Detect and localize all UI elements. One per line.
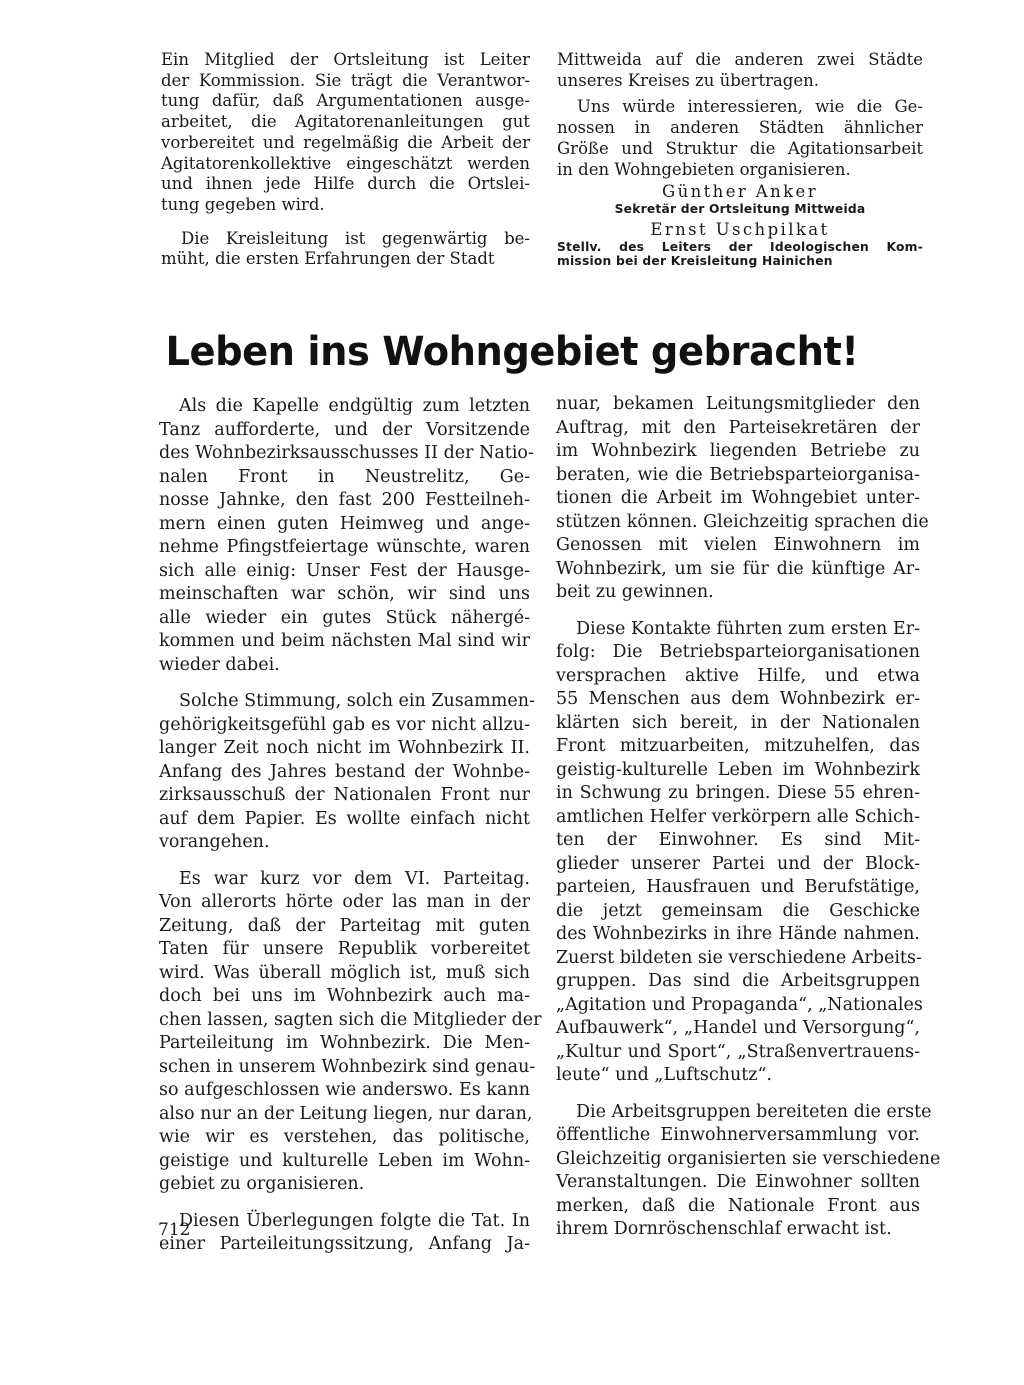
text-line: Front mitzuarbeiten, mitzuhelfen, das [556, 736, 920, 756]
top-left-column [161, 50, 530, 283]
text-line: tionen die Arbeit im Wohngebiet unter- [556, 488, 920, 508]
text-line: Auftrag, mit den Parteisekretären der [556, 417, 920, 438]
text-line: parteien, Hausfrauen und Berufstätige, [556, 877, 920, 897]
text-line: Als die Kapelle endgültig zum letzten [179, 396, 530, 416]
text-line: schen in unserem Wohnbezirk sind genau- [159, 1056, 536, 1077]
text-line: tung dafür, daß Argumentationen ausge- [161, 91, 530, 111]
text-line: Agitatorenkollektive eingeschätzt werden [161, 153, 530, 173]
text-line: die jetzt gemeinsam die Geschicke [556, 900, 920, 921]
text-line: tung gegeben wird. [161, 194, 325, 214]
text-line: Die Kreisleitung ist gegenwärtig be- [181, 228, 530, 248]
text-line: versprachen aktive Hilfe, und etwa [556, 665, 920, 686]
text-line: klärten sich bereit, in der Nationalen [556, 712, 920, 733]
paragraph [556, 618, 923, 1088]
paragraph [556, 393, 929, 605]
text-line: Zuerst bildeten sie verschiedene Arbeits- [556, 947, 922, 968]
text-line: also nur an der Leitung liegen, nur daran, [159, 1103, 533, 1124]
text-line: Gleichzeitig organisierten sie verschiedene [556, 1148, 941, 1169]
text-line: gehörigkeitsgefühl gab es vor nicht allzu- [159, 714, 530, 735]
paragraph [557, 50, 923, 91]
text-line: „Agitation und Propaganda“, „Nationales [556, 994, 923, 1015]
text-line: nossen in anderen Städten ähnlicher [557, 118, 923, 138]
text-line: doch bei uns im Wohnbezirk auch ma- [159, 986, 530, 1006]
paragraph [161, 50, 530, 216]
text-line: Taten für unsere Republik vorbereitet [159, 939, 530, 959]
text-line: Zeitung, daß der Parteitag mit guten [159, 915, 530, 936]
text-line: merken, daß die Nationale Front aus [556, 1195, 920, 1216]
signature-role: Sekretär der Ortsleitung Mittweida [614, 202, 866, 217]
text-line: des Wohnbezirks in ihre Hände nahmen. [556, 924, 920, 944]
text-line: Anfang des Jahres bestand der Wohnbe- [159, 761, 530, 782]
body-right-column [556, 393, 941, 1255]
text-line: glieder unserer Partei und der Block- [556, 853, 920, 874]
text-line: der Kommission. Sie trägt die Verantwor- [161, 70, 530, 90]
text-line: kommen und beim nächsten Mal sind wir [159, 631, 530, 651]
text-line: amtlichen Helfer verkörpern alle Schich- [556, 806, 920, 827]
paragraph [159, 690, 535, 855]
text-line: nuar, bekamen Leitungsmitglieder den [556, 394, 920, 414]
text-line: folg: Die Betriebsparteiorganisationen [556, 642, 920, 662]
text-line: Von allerorts hörte oder las man in der [159, 892, 530, 912]
text-line: wie wir es verstehen, das politische, [159, 1127, 530, 1147]
text-line: und ihnen jede Hilfe durch die Ortslei- [161, 174, 530, 194]
text-line: Wohnbezirk, um sie für die künftige Ar- [556, 558, 920, 579]
text-line: Die Arbeitsgruppen bereiteten die erste [576, 1101, 932, 1122]
text-line: vorbereitet und regelmäßig die Arbeit der [161, 132, 530, 152]
text-line: alle wieder ein gutes Stück nähergé- [159, 607, 530, 628]
text-line: leute“ und „Luftschutz“. [556, 1065, 772, 1085]
text-line: sich alle einig: Unser Fest der Hausge- [159, 560, 530, 581]
text-line: gebiet zu organisieren. [159, 1174, 365, 1194]
paragraph [161, 229, 530, 270]
text-line: beit zu gewinnen. [556, 582, 714, 602]
text-line: geistig-kulturelle Leben im Wohnbezirk [556, 759, 920, 780]
text-line: stützen können. Gleichzeitig sprachen die [556, 511, 929, 532]
text-line: einer Parteileitungssitzung, Anfang Ja- [159, 1234, 530, 1254]
text-line: ihrem Dornröschenschlaf erwacht ist. [556, 1219, 892, 1239]
text-line: beraten, wie die Betriebsparteiorganisa- [556, 464, 920, 485]
text-line: müht, die ersten Erfahrungen der Stadt [161, 249, 495, 269]
text-line: des Wohnbezirksausschusses II der Natio- [159, 443, 534, 463]
text-line: Solche Stimmung, solch ein Zusammen- [179, 691, 535, 711]
text-line: zirksausschuß der Nationalen Front nur [159, 785, 530, 805]
text-line: in Schwung zu bringen. Diese 55 ehren- [556, 783, 920, 803]
top-right-column [557, 50, 923, 269]
text-line: chen lassen, sagten sich die Mitglieder der [159, 1009, 542, 1030]
text-line: vorangehen. [159, 832, 270, 852]
signature-role: Stellv. des Leiters der Ideologischen Kom- [557, 239, 923, 254]
page-number: 712 [158, 1220, 191, 1240]
text-line: Uns würde interessieren, wie die Ge- [577, 97, 923, 117]
text-line: Es war kurz vor dem VI. Parteitag. [179, 868, 530, 889]
text-line: 55 Menschen aus dem Wohnbezirk er- [556, 689, 920, 709]
body-left-column [159, 395, 542, 1270]
text-line: ten der Einwohner. Es sind Mit- [556, 830, 920, 850]
text-line: Diesen Überlegungen folgte die Tat. In [179, 1210, 530, 1231]
article-headline: Leben ins Wohngebiet gebracht! [165, 329, 859, 375]
text-line: Diese Kontakte führten zum ersten Er- [576, 618, 920, 639]
text-line: mern einen guten Heimweg und ange- [159, 513, 530, 534]
text-line: wird. Was überall möglich ist, muß sich [159, 962, 530, 983]
text-line: Genossen mit vielen Einwohnern im [556, 535, 920, 555]
text-line: Größe und Struktur die Agitationsarbeit [557, 138, 923, 158]
text-line: geistige und kulturelle Leben im Wohn- [159, 1150, 530, 1171]
text-line: „Kultur und Sport“, „Straßenvertrauens- [556, 1041, 920, 1062]
paragraph [557, 97, 923, 180]
text-line: im Wohnbezirk liegenden Betriebe zu [556, 441, 920, 461]
text-line: so aufgeschlossen wie anderswo. Es kann [159, 1080, 530, 1100]
text-line: öffentliche Einwohnerversammlung vor. [556, 1125, 920, 1145]
text-line: Mittweida auf die anderen zwei Städte [557, 50, 923, 69]
text-line: wieder dabei. [159, 654, 280, 675]
text-line: auf dem Papier. Es wollte einfach nicht [159, 808, 530, 829]
text-line: langer Zeit noch nicht im Wohnbezirk II. [159, 738, 530, 758]
text-line: nehme Pfingstfeiertage wünschte, waren [159, 537, 530, 557]
paragraph [159, 395, 534, 677]
text-line: Tanz aufforderte, und der Vorsitzende [159, 419, 530, 440]
text-line: in den Wohngebieten organisieren. [557, 159, 851, 179]
text-line: gruppen. Das sind die Arbeitsgruppen [556, 971, 920, 991]
text-line: Parteileitung im Wohnbezirk. Die Men- [159, 1033, 530, 1053]
text-line: nosse Jahnke, den fast 200 Festteilneh- [159, 490, 530, 510]
text-line: Ein Mitglied der Ortsleitung ist Leiter [161, 50, 530, 69]
text-line: unseres Kreises zu übertragen. [557, 70, 820, 90]
text-line: arbeitet, die Agitatorenanleitungen gut [161, 112, 530, 132]
text-line: Aufbauwerk“, „Handel und Versorgung“, [556, 1018, 920, 1038]
paragraph [159, 868, 542, 1197]
text-line: Veranstaltungen. Die Einwohner sollten [556, 1172, 920, 1192]
signature-name: Günther Anker [662, 182, 818, 202]
paragraph [556, 1101, 941, 1242]
signature-name: Ernst Uschpilkat [650, 219, 830, 239]
text-line: meinschaften war schön, wir sind uns [159, 584, 530, 604]
paragraph [159, 1210, 530, 1257]
signature-role: mission bei der Kreisleitung Hainichen [557, 254, 833, 269]
text-line: nalen Front in Neustrelitz, Ge- [159, 466, 530, 487]
